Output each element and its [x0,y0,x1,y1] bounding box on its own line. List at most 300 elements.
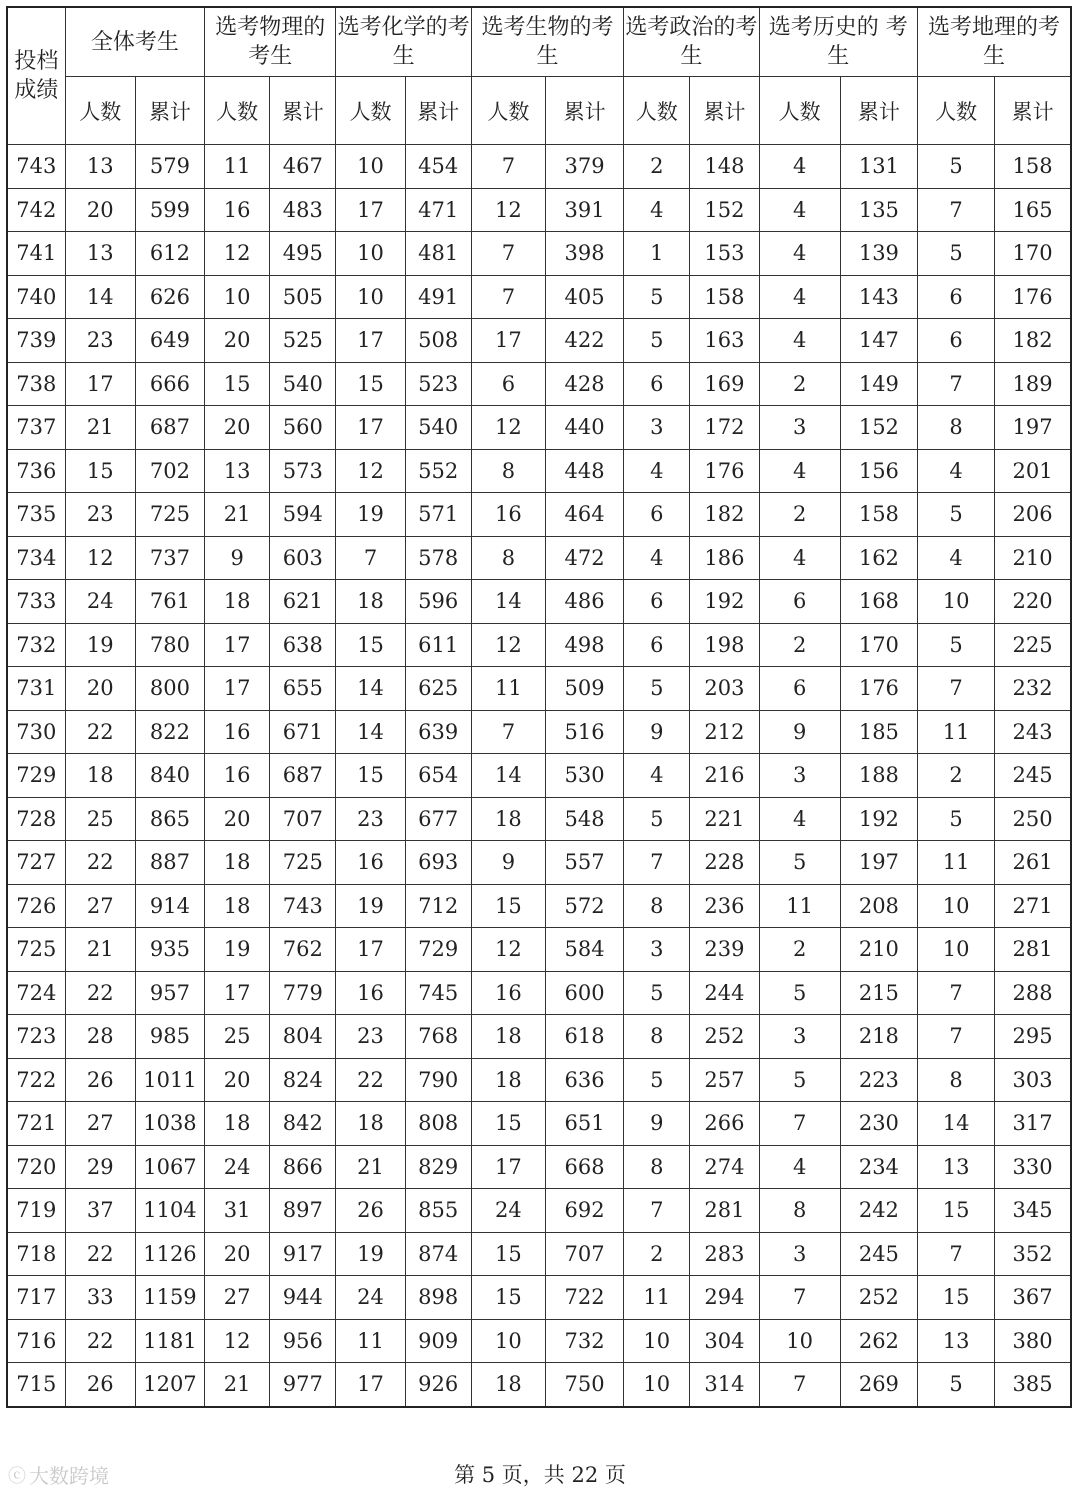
group-header-all: 全体考生 [65,7,204,77]
cumulative-cell: 143 [840,275,917,319]
count-cell: 8 [624,884,690,928]
count-cell: 6 [624,362,690,406]
cumulative-cell: 1126 [135,1232,204,1276]
cumulative-cell: 584 [545,928,623,972]
count-cell: 18 [471,1363,545,1407]
cumulative-cell: 176 [840,667,917,711]
count-cell: 11 [759,884,840,928]
cumulative-cell: 192 [840,797,917,841]
cumulative-cell: 218 [840,1015,917,1059]
count-cell: 11 [205,145,270,189]
cumulative-cell: 380 [995,1319,1071,1363]
count-cell: 7 [624,1189,690,1233]
cumulative-cell: 687 [135,406,204,450]
cumulative-cell: 252 [840,1276,917,1320]
count-cell: 26 [65,1363,135,1407]
count-cell: 22 [65,841,135,885]
cumulative-cell: 176 [995,275,1071,319]
count-cell: 4 [759,188,840,232]
count-cell: 6 [917,275,994,319]
cumulative-cell: 729 [405,928,471,972]
count-cell: 13 [917,1145,994,1189]
count-cell: 16 [471,971,545,1015]
cumulative-cell: 926 [405,1363,471,1407]
cumulative-cell: 712 [405,884,471,928]
cumulative-cell: 762 [270,928,336,972]
cumulative-cell: 405 [545,275,623,319]
cumulative-cell: 639 [405,710,471,754]
cumulative-cell: 611 [405,623,471,667]
score-cell: 734 [7,536,65,580]
count-cell: 10 [336,232,405,276]
cumulative-cell: 651 [545,1102,623,1146]
table-row [7,754,1071,798]
count-cell: 15 [336,623,405,667]
count-cell: 15 [471,1276,545,1320]
cumulative-cell: 203 [690,667,759,711]
score-cell: 740 [7,275,65,319]
count-cell: 16 [471,493,545,537]
cumulative-cell: 185 [840,710,917,754]
cumulative-cell: 625 [405,667,471,711]
count-cell: 4 [624,536,690,580]
count-cell: 4 [917,536,994,580]
count-cell: 17 [471,319,545,363]
cumulative-cell: 800 [135,667,204,711]
cumulative-cell: 481 [405,232,471,276]
score-cell: 724 [7,971,65,1015]
count-header: 人数 [624,77,690,145]
count-cell: 4 [624,754,690,798]
count-cell: 28 [65,1015,135,1059]
cumulative-cell: 448 [545,449,623,493]
score-cell: 741 [7,232,65,276]
cumulative-cell: 283 [690,1232,759,1276]
score-cell: 743 [7,145,65,189]
table-row [7,841,1071,885]
cumulative-cell: 1207 [135,1363,204,1407]
count-cell: 14 [336,667,405,711]
cumulative-cell: 189 [995,362,1071,406]
table-row [7,884,1071,928]
cumulative-cell: 216 [690,754,759,798]
table-row [7,188,1071,232]
count-cell: 13 [65,145,135,189]
count-cell: 22 [65,1232,135,1276]
cumulative-cell: 303 [995,1058,1071,1102]
count-cell: 17 [336,319,405,363]
cumulative-cell: 215 [840,971,917,1015]
count-cell: 2 [759,362,840,406]
count-cell: 7 [917,188,994,232]
cumulative-cell: 198 [690,623,759,667]
cumulative-cell: 572 [545,884,623,928]
cumulative-cell: 192 [690,580,759,624]
cumulative-cell: 208 [840,884,917,928]
count-cell: 19 [65,623,135,667]
cumulative-cell: 201 [995,449,1071,493]
count-cell: 15 [65,449,135,493]
count-cell: 27 [65,1102,135,1146]
cumulative-cell: 824 [270,1058,336,1102]
cumulative-cell: 304 [690,1319,759,1363]
cumulative-cell: 172 [690,406,759,450]
cumulative-cell: 262 [840,1319,917,1363]
count-cell: 5 [917,232,994,276]
score-cell: 733 [7,580,65,624]
count-cell: 21 [65,928,135,972]
count-cell: 6 [624,623,690,667]
cumulative-cell: 345 [995,1189,1071,1233]
cumulative-header: 累计 [690,77,759,145]
count-cell: 7 [759,1363,840,1407]
count-cell: 4 [759,797,840,841]
count-cell: 9 [759,710,840,754]
count-cell: 15 [336,362,405,406]
cumulative-cell: 182 [690,493,759,537]
cumulative-cell: 245 [840,1232,917,1276]
cumulative-cell: 1159 [135,1276,204,1320]
count-cell: 4 [917,449,994,493]
table-body [7,145,1071,1407]
table-row [7,275,1071,319]
cumulative-cell: 636 [545,1058,623,1102]
count-cell: 13 [917,1319,994,1363]
cumulative-cell: 317 [995,1102,1071,1146]
cumulative-header: 累计 [545,77,623,145]
count-cell: 5 [624,275,690,319]
cumulative-cell: 206 [995,493,1071,537]
cumulative-cell: 266 [690,1102,759,1146]
count-cell: 4 [759,449,840,493]
group-header-physics: 选考物理的考生 [205,7,336,77]
count-cell: 33 [65,1276,135,1320]
cumulative-cell: 761 [135,580,204,624]
count-cell: 17 [205,667,270,711]
cumulative-cell: 257 [690,1058,759,1102]
cumulative-cell: 560 [270,406,336,450]
cumulative-cell: 1038 [135,1102,204,1146]
count-header: 人数 [471,77,545,145]
count-cell: 24 [205,1145,270,1189]
count-header: 人数 [917,77,994,145]
count-cell: 15 [205,362,270,406]
score-cell: 729 [7,754,65,798]
count-cell: 3 [624,928,690,972]
count-cell: 18 [471,797,545,841]
count-cell: 19 [336,1232,405,1276]
count-cell: 12 [205,232,270,276]
table-row [7,1232,1071,1276]
cumulative-cell: 230 [840,1102,917,1146]
score-cell: 742 [7,188,65,232]
count-cell: 18 [205,884,270,928]
table-row [7,667,1071,711]
count-cell: 13 [205,449,270,493]
cumulative-cell: 472 [545,536,623,580]
count-cell: 21 [205,493,270,537]
cumulative-cell: 866 [270,1145,336,1189]
cumulative-cell: 153 [690,232,759,276]
cumulative-cell: 914 [135,884,204,928]
cumulative-cell: 170 [840,623,917,667]
count-cell: 10 [336,275,405,319]
count-cell: 12 [471,928,545,972]
count-cell: 12 [471,623,545,667]
cumulative-cell: 152 [690,188,759,232]
cumulative-cell: 391 [545,188,623,232]
cumulative-cell: 158 [995,145,1071,189]
cumulative-cell: 671 [270,710,336,754]
count-cell: 7 [917,362,994,406]
cumulative-cell: 977 [270,1363,336,1407]
count-cell: 8 [759,1189,840,1233]
count-cell: 17 [205,971,270,1015]
count-header: 人数 [205,77,270,145]
cumulative-cell: 367 [995,1276,1071,1320]
cumulative-cell: 780 [135,623,204,667]
cumulative-cell: 234 [840,1145,917,1189]
count-cell: 5 [917,145,994,189]
cumulative-cell: 516 [545,710,623,754]
count-cell: 4 [759,536,840,580]
count-cell: 17 [336,1363,405,1407]
cumulative-cell: 898 [405,1276,471,1320]
count-cell: 17 [471,1145,545,1189]
cumulative-cell: 599 [135,188,204,232]
count-cell: 21 [65,406,135,450]
count-cell: 17 [205,623,270,667]
cumulative-cell: 571 [405,493,471,537]
count-cell: 22 [65,710,135,754]
cumulative-cell: 887 [135,841,204,885]
cumulative-cell: 168 [840,580,917,624]
count-cell: 3 [759,1015,840,1059]
cumulative-cell: 398 [545,232,623,276]
count-cell: 29 [65,1145,135,1189]
cumulative-cell: 228 [690,841,759,885]
count-cell: 4 [759,319,840,363]
cumulative-cell: 158 [840,493,917,537]
table-row [7,362,1071,406]
count-cell: 16 [205,710,270,754]
cumulative-cell: 666 [135,362,204,406]
table-row [7,928,1071,972]
group-header-chemistry: 选考化学的考生 [336,7,471,77]
count-cell: 12 [336,449,405,493]
page-footer: 第 5 页，共 22 页 [454,1463,626,1487]
count-cell: 11 [917,710,994,754]
count-cell: 7 [471,145,545,189]
count-cell: 4 [624,188,690,232]
cumulative-cell: 677 [405,797,471,841]
cumulative-cell: 170 [995,232,1071,276]
cumulative-cell: 352 [995,1232,1071,1276]
cumulative-cell: 261 [995,841,1071,885]
count-cell: 13 [65,232,135,276]
score-header: 投档成绩 [7,7,65,145]
cumulative-cell: 225 [995,623,1071,667]
count-cell: 8 [624,1145,690,1189]
count-cell: 5 [759,841,840,885]
cumulative-cell: 822 [135,710,204,754]
cumulative-cell: 909 [405,1319,471,1363]
cumulative-cell: 152 [840,406,917,450]
count-cell: 4 [624,449,690,493]
cumulative-cell: 162 [840,536,917,580]
cumulative-cell: 220 [995,580,1071,624]
cumulative-cell: 1181 [135,1319,204,1363]
cumulative-cell: 985 [135,1015,204,1059]
cumulative-cell: 693 [405,841,471,885]
table-row [7,1058,1071,1102]
cumulative-cell: 944 [270,1276,336,1320]
count-cell: 6 [624,493,690,537]
cumulative-cell: 169 [690,362,759,406]
count-cell: 7 [624,841,690,885]
count-cell: 26 [65,1058,135,1102]
score-cell: 716 [7,1319,65,1363]
cumulative-cell: 505 [270,275,336,319]
cumulative-cell: 149 [840,362,917,406]
count-cell: 9 [205,536,270,580]
cumulative-cell: 486 [545,580,623,624]
count-cell: 2 [759,928,840,972]
score-cell: 730 [7,710,65,754]
table-row [7,232,1071,276]
count-cell: 19 [205,928,270,972]
table-row [7,1102,1071,1146]
cumulative-cell: 579 [135,145,204,189]
count-cell: 14 [65,275,135,319]
group-header-politics: 选考政治的考生 [624,7,759,77]
count-cell: 27 [205,1276,270,1320]
table-row [7,406,1071,450]
cumulative-cell: 295 [995,1015,1071,1059]
count-cell: 6 [471,362,545,406]
count-cell: 4 [759,145,840,189]
score-cell: 725 [7,928,65,972]
table-row [7,1189,1071,1233]
count-cell: 17 [336,188,405,232]
count-cell: 18 [65,754,135,798]
count-cell: 18 [205,841,270,885]
count-cell: 8 [917,406,994,450]
cumulative-cell: 540 [405,406,471,450]
cumulative-cell: 779 [270,971,336,1015]
cumulative-header: 累计 [840,77,917,145]
cumulative-cell: 509 [545,667,623,711]
count-cell: 25 [205,1015,270,1059]
count-cell: 21 [205,1363,270,1407]
count-cell: 2 [624,1232,690,1276]
count-cell: 4 [759,1145,840,1189]
count-cell: 5 [917,623,994,667]
count-cell: 7 [917,1015,994,1059]
cumulative-cell: 221 [690,797,759,841]
table-row [7,493,1071,537]
count-cell: 7 [917,667,994,711]
count-cell: 17 [336,406,405,450]
count-cell: 18 [471,1058,545,1102]
count-cell: 5 [917,1363,994,1407]
cumulative-cell: 530 [545,754,623,798]
cumulative-cell: 557 [545,841,623,885]
cumulative-cell: 1011 [135,1058,204,1102]
cumulative-cell: 464 [545,493,623,537]
watermark-text: 大数跨境 [29,1464,109,1488]
cumulative-cell: 573 [270,449,336,493]
cumulative-cell: 454 [405,145,471,189]
cumulative-cell: 281 [690,1189,759,1233]
score-cell: 732 [7,623,65,667]
cumulative-cell: 186 [690,536,759,580]
cumulative-cell: 594 [270,493,336,537]
cumulative-cell: 242 [840,1189,917,1233]
score-cell: 736 [7,449,65,493]
count-cell: 23 [336,797,405,841]
cumulative-cell: 956 [270,1319,336,1363]
count-cell: 11 [917,841,994,885]
count-cell: 5 [759,1058,840,1102]
count-cell: 14 [917,1102,994,1146]
group-header-biology: 选考生物的考生 [471,7,623,77]
cumulative-cell: 745 [405,971,471,1015]
cumulative-cell: 239 [690,928,759,972]
count-cell: 4 [759,232,840,276]
cumulative-cell: 768 [405,1015,471,1059]
count-cell: 16 [205,188,270,232]
count-cell: 20 [65,188,135,232]
count-cell: 37 [65,1189,135,1233]
cumulative-cell: 440 [545,406,623,450]
count-cell: 26 [336,1189,405,1233]
count-cell: 7 [471,275,545,319]
count-cell: 11 [471,667,545,711]
count-cell: 12 [65,536,135,580]
cumulative-header: 累计 [405,77,471,145]
count-cell: 7 [471,710,545,754]
score-cell: 728 [7,797,65,841]
table-row [7,1145,1071,1189]
count-cell: 3 [759,406,840,450]
count-cell: 6 [917,319,994,363]
count-cell: 11 [624,1276,690,1320]
count-cell: 18 [336,580,405,624]
cumulative-cell: 917 [270,1232,336,1276]
count-cell: 9 [471,841,545,885]
cumulative-cell: 523 [405,362,471,406]
cumulative-cell: 722 [545,1276,623,1320]
table-row [7,145,1071,189]
cumulative-cell: 165 [995,188,1071,232]
cumulative-cell: 649 [135,319,204,363]
table-row [7,449,1071,493]
cumulative-cell: 626 [135,275,204,319]
cumulative-cell: 855 [405,1189,471,1233]
cumulative-cell: 269 [840,1363,917,1407]
count-cell: 31 [205,1189,270,1233]
count-cell: 11 [336,1319,405,1363]
count-cell: 23 [336,1015,405,1059]
cumulative-cell: 236 [690,884,759,928]
count-cell: 20 [205,1058,270,1102]
count-cell: 15 [917,1276,994,1320]
count-cell: 10 [624,1319,690,1363]
cumulative-cell: 244 [690,971,759,1015]
group-header-history: 选考历史的 考生 [759,7,917,77]
count-cell: 7 [471,232,545,276]
